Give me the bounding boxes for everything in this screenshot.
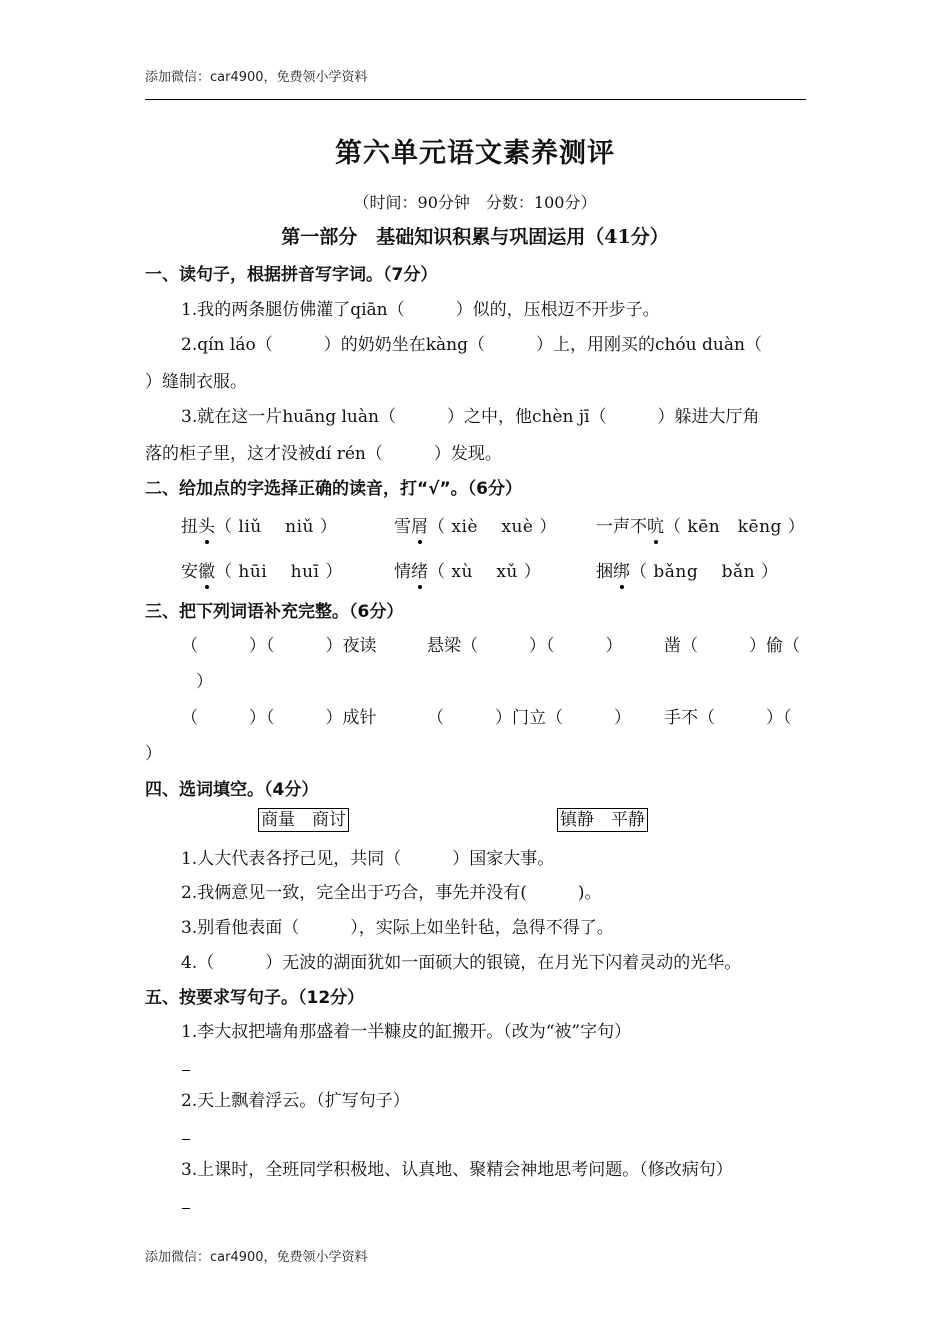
- s4-line2: 2.我俩意见一致，完全出于巧合，事先并没有( )。: [181, 883, 602, 903]
- s4-line3: 3.别看他表面（ ），实际上如坐针毡，急得不得了。: [181, 918, 614, 938]
- s3-word-b2: （ ）门立（ ）: [427, 708, 631, 728]
- dotted-char: 徽: [198, 562, 215, 582]
- s3-word-a1: （ ）（ ）夜读: [181, 636, 377, 656]
- s1-line4: 3.就在这一片huāng luàn（ ）之中，他chèn jī（ ）躲进大厅角: [181, 407, 760, 427]
- answer-line: [182, 1070, 190, 1071]
- s3-word-a3: 凿（ ）偷（: [664, 636, 800, 656]
- s3-word-a4: ）: [196, 672, 213, 692]
- s2-item: 安徽（ hūi huī ）: [181, 562, 343, 582]
- s1-line1: 1.我的两条腿仿佛灌了qiān（ ）似的，压根迈不开步子。: [181, 300, 660, 320]
- header-divider: [145, 99, 806, 100]
- section4-heading: 四、选词填空。（4分）: [145, 780, 319, 800]
- s2-item: 扭头（ liǔ niǔ ）: [181, 517, 338, 537]
- s5-line3: 3.上课时，全班同学积极地、认真地、聚精会神地思考问题。（修改病句）: [181, 1160, 733, 1180]
- dotted-char: 屑: [411, 517, 428, 537]
- s5-line1: 1.李大叔把墙角那盛着一半糠皮的缸搬开。（改为“被”字句）: [181, 1022, 632, 1042]
- s1-line5: 落的柜子里，这才没被dí rén（ ）发现。: [145, 444, 502, 464]
- s1-line2: 2.qín láo（ ）的奶奶坐在kàng（ ）上，用刚买的chóu duàn（: [181, 335, 762, 355]
- page-subtitle: （时间：90分钟 分数：100分）: [353, 193, 597, 212]
- s2-item: 一声不吭（ kēn kēng ）: [596, 517, 806, 537]
- dotted-char: 吭: [647, 517, 664, 537]
- section5-heading: 五、按要求写句子。（12分）: [145, 988, 365, 1008]
- section3-heading: 三、把下列词语补充完整。（6分）: [145, 602, 404, 622]
- section1-heading: 一、读句子，根据拼音写字词。（7分）: [145, 265, 438, 285]
- s3-word-a2: 悬梁（ ）（ ）: [427, 636, 623, 656]
- word-choice-box-2: 镇静 平静: [557, 808, 648, 832]
- word-choice-box-1: 商量 商讨: [258, 808, 349, 832]
- dotted-char: 绑: [613, 562, 630, 582]
- s3-word-b3: 手不（ ）（: [664, 708, 792, 728]
- page-title: 第六单元语文素养测评: [335, 138, 615, 169]
- answer-line: [182, 1139, 190, 1140]
- s3-word-b1: （ ）（ ）成针: [181, 708, 377, 728]
- s2-item: 捆绑（ bǎng bǎn ）: [596, 562, 779, 582]
- answer-line: [182, 1208, 190, 1209]
- s2-item: 情绪（ xù xǔ ）: [394, 562, 542, 582]
- section2-heading: 二、给加点的字选择正确的读音，打“√”。（6分）: [145, 479, 523, 499]
- dotted-char: 头: [198, 517, 215, 537]
- s4-line1: 1.人大代表各抒己见，共同（ ）国家大事。: [181, 849, 555, 869]
- dotted-char: 绪: [411, 562, 428, 582]
- s3-word-b4: ）: [145, 744, 162, 764]
- s5-line2: 2.天上飘着浮云。（扩写句子）: [181, 1091, 410, 1111]
- s1-line3: ）缝制衣服。: [145, 372, 247, 392]
- s2-item: 雪屑（ xiè xuè ）: [394, 517, 557, 537]
- s4-line4: 4.（ ）无波的湖面犹如一面硕大的银镜，在月光下闪着灵动的光华。: [181, 953, 742, 973]
- footer-note: 添加微信：car4900，免费领小学资料: [145, 1250, 368, 1265]
- header-note: 添加微信：car4900，免费领小学资料: [145, 70, 368, 85]
- part-heading: 第一部分 基础知识积累与巩固运用（41分）: [281, 226, 669, 248]
